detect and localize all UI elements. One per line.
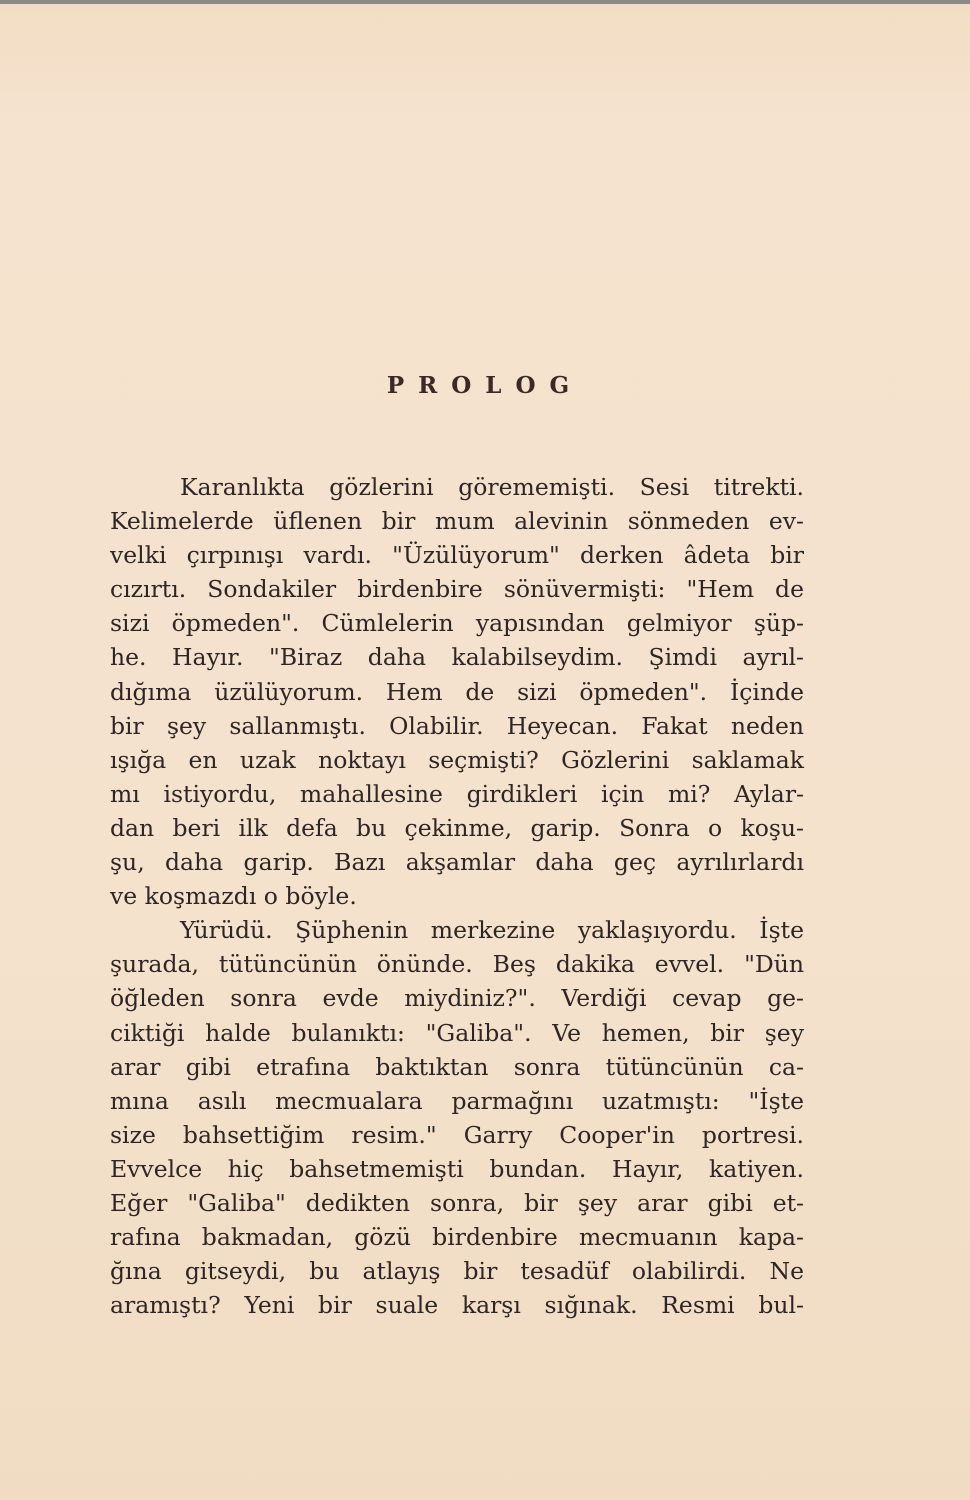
text-line: rafına bakmadan, gözü birdenbire mecmuanın kapa- — [110, 1223, 804, 1252]
text-line: şurada, tütüncünün önünde. Beş dakika evvel. "Dün — [110, 950, 804, 979]
text-line: sizi öpmeden". Cümlelerin yapısından gelmiyor şüp- — [110, 609, 804, 638]
text-line: Karanlıkta gözlerini görememişti. Sesi titrekti. — [180, 473, 804, 501]
text-line: velki çırpınışı vardı. "Üzülüyorum" derken âdeta bir — [110, 541, 804, 570]
text-line: aramıştı? Yeni bir suale karşı sığınak. Resmi bul- — [110, 1291, 804, 1320]
text-line: şu, daha garip. Bazı akşamlar daha geç ayrılırlardı — [110, 848, 804, 877]
text-line: Kelimelerde üflenen bir mum alevinin sönmeden ev- — [110, 507, 804, 536]
text-line: Eğer "Galiba" dedikten sonra, bir şey arar gibi et- — [110, 1188, 804, 1217]
text-line: dan beri ilk defa bu çekinme, garip. Sonra o koşu- — [110, 813, 804, 842]
chapter-heading: PROLOG — [386, 372, 584, 399]
text-line: bir şey sallanmıştı. Olabilir. Heyecan. Fakat neden — [110, 711, 804, 740]
text-line: Yürüdü. Şüphenin merkezine yaklaşıyordu. İşte — [180, 916, 804, 945]
text-line: mına asılı mecmualara parmağını uzatmıştı: "İşte — [110, 1086, 804, 1115]
text-line: arar gibi etrafına baktıktan sonra tütüncünün ca- — [110, 1052, 804, 1081]
page-top-edge — [0, 0, 970, 4]
text-line: ışığa en uzak noktayı seçmişti? Gözlerini saklamak — [110, 745, 804, 774]
text-line: cızırtı. Sondakiler birdenbire sönüvermişti: "Hem de — [110, 575, 804, 604]
text-line: mı istiyordu, mahallesine girdikleri için mi? Aylar- — [110, 779, 804, 808]
text-line: he. Hayır. "Biraz daha kalabilseydim. Şimdi ayrıl- — [110, 643, 804, 672]
text-line: öğleden sonra evde miydiniz?". Verdiği cevap ge- — [110, 984, 804, 1013]
text-line: Evvelce hiç bahsetmemişti bundan. Hayır, katiyen. — [110, 1154, 804, 1183]
text-line: ciktiği halde bulanıktı: "Galiba". Ve hemen, bir şey — [110, 1018, 804, 1047]
text-line: size bahsettiğim resim." Garry Cooper'in portresi. — [110, 1120, 804, 1149]
body-text — [110, 470, 804, 1322]
text-line: dığıma üzülüyorum. Hem de sizi öpmeden". İçinde — [110, 677, 804, 706]
text-line: ğına gitseydi, bu atlayış bir tesadüf olabilirdi. Ne — [110, 1257, 804, 1286]
text-line: ve koşmazdı o böyle. — [110, 882, 357, 911]
